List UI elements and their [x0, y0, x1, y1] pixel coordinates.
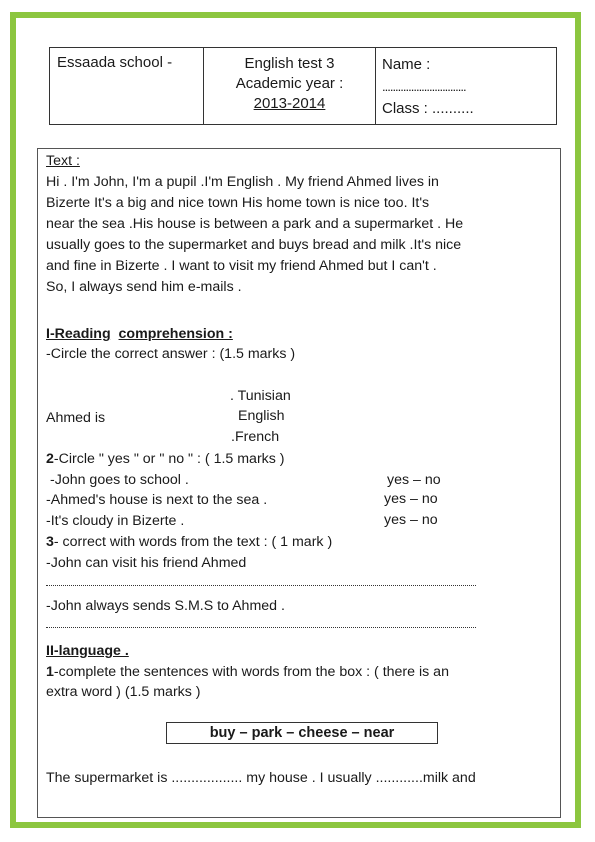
q2-statement: -Ahmed's house is next to the sea .: [46, 492, 268, 508]
answer-line: [46, 627, 476, 628]
answer-line: [46, 585, 476, 586]
q2-statement: -It's cloudy in Bizerte .: [46, 513, 185, 529]
q3-item: -John always sends S.M.S to Ahmed .: [46, 598, 285, 614]
option-tunisian: . Tunisian: [230, 388, 291, 404]
q2-statement: -John goes to school .: [50, 472, 189, 488]
test-cell: [204, 48, 376, 124]
text-line: usually goes to the supermarket and buys bread and milk .It's nice: [46, 237, 462, 253]
language-q1-number: 1: [46, 664, 54, 680]
reading-heading: [46, 326, 233, 342]
reading-heading-rest: comprehension :: [118, 326, 233, 342]
language-q1-instruction-cont: extra word ) (1.5 marks ): [46, 684, 201, 700]
question-stem: Ahmed is: [46, 410, 106, 426]
q3-text: - correct with words from the text : ( 1 mark ): [53, 534, 333, 550]
word-box: buy – park – cheese – near: [166, 722, 438, 744]
option-english: English: [238, 408, 285, 424]
q2-answer: yes – no: [384, 491, 438, 507]
q2-instruction: [46, 451, 285, 467]
name-dots: ................................: [382, 79, 466, 94]
q2-text: -Circle " yes " or " no " : ( 1.5 marks ): [53, 451, 285, 467]
text-line: So, I always send him e-mails .: [46, 279, 242, 295]
language-q1-instruction: [46, 664, 449, 680]
q2-answer: yes – no: [387, 472, 441, 488]
q2-number: 2: [46, 451, 54, 467]
reading-heading-roman: I-Reading: [46, 326, 111, 342]
text-line: and fine in Bizerte . I want to visit my friend Ahmed but I can't .: [46, 258, 437, 274]
text-line: Hi . I'm John, I'm a pupil .I'm English . My friend Ahmed lives in: [46, 174, 439, 190]
student-cell: [376, 48, 556, 124]
school-name: Essaada school -: [57, 54, 173, 71]
school-cell: [50, 48, 204, 124]
reading-instruction: -Circle the correct answer : (1.5 marks ): [46, 346, 296, 362]
q2-answer: yes – no: [384, 512, 438, 528]
name-label: Name :: [382, 56, 431, 73]
header-table: [49, 47, 557, 125]
language-q1-text: -complete the sentences with words from the box : ( there is an: [53, 664, 449, 680]
text-heading: Text :: [46, 153, 80, 169]
q3-instruction: [46, 534, 332, 550]
language-heading: II-language .: [46, 643, 129, 659]
academic-year-label: Academic year :: [235, 75, 344, 92]
q3-number: 3: [46, 534, 54, 550]
text-line: near the sea .His house is between a park and a supermarket . He: [46, 216, 464, 232]
class-label: Class : ..........: [382, 100, 474, 117]
academic-year: 2013-2014: [253, 95, 326, 112]
text-line: Bizerte It's a big and nice town His home town is nice too. It's: [46, 195, 430, 211]
option-french: .French: [231, 429, 280, 445]
q3-item: -John can visit his friend Ahmed: [46, 555, 247, 571]
test-title: English test 3: [244, 55, 335, 72]
completion-sentence: The supermarket is .................. my house . I usually ............milk and: [46, 770, 476, 786]
